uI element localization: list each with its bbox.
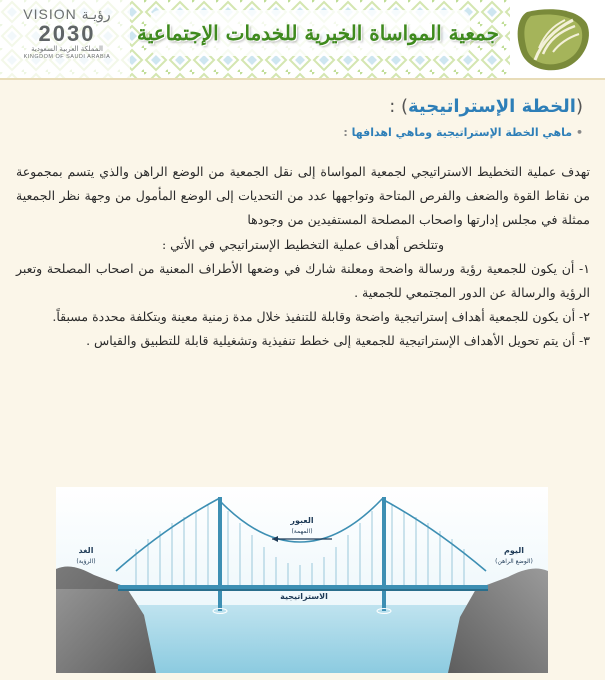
today-sub: (الوضع الراهن) [495, 558, 533, 565]
goal-2: ٢- أن يكون للجمعية أهداف إستراتيجية واضحة وقابلة للتنفيذ خلال مدة زمنية معينة وبتكلفة محددة مسبقاً. [52, 309, 590, 325]
body-text [16, 160, 590, 354]
organization-logo-icon [513, 4, 595, 76]
vision-year: 2030 [38, 21, 96, 46]
vision-kingdom-en: KINGDOM OF SAUDI ARABIA [23, 54, 111, 60]
left-tower [218, 497, 222, 611]
section-subtitle-text: ماهي الخطة الإستراتيجية وماهي اهدافها [351, 126, 573, 139]
tomorrow-sub: (الرؤية) [76, 558, 96, 565]
crossing-sub: (المهمة) [291, 528, 313, 535]
organization-name: جمعية المواساة الخيرية للخدمات الإجتماعية [136, 21, 499, 45]
section-title-text: الخطة الإستراتيجية [408, 96, 576, 117]
bridge-label: الاستراتيجية [280, 592, 328, 601]
header-banner [0, 0, 605, 78]
header-divider [0, 78, 605, 80]
crossing-label: العبور [290, 516, 314, 525]
vision-2030-logo [8, 6, 126, 72]
intro-paragraph: تهدف عملية التخطيط الاستراتيجي لجمعية المواساة إلى نقل الجمعية من الوضع الراهن والذي يتسم بمجموعة من نقاط القوة والضعف والفرص المتاحة وتواجهها عدد من التحديات إلى الوضع المأمول من وجهة نظر الجمعية ممثلة في مجلس إدارتها واصحاب المصلحة المستفيدين من وجودها [16, 164, 590, 228]
right-tower [382, 497, 386, 611]
vision-word: VISION [23, 6, 77, 22]
goals-lead: وتتلخص أهداف عملية التخطيط الإستراتيجي في الأتي : [161, 236, 445, 252]
goal-1: ١- أن يكون للجمعية رؤية ورسالة واضحة ومعلنة شارك في وضعها الأطراف المعنية من اصحاب المصلحة وتعبر الرؤية والرسالة عن الدور المجتمعي للجمعية . [16, 260, 590, 301]
tomorrow-label: الغد [78, 546, 94, 555]
today-label: اليوم [504, 546, 524, 555]
vision-kingdom-ar: المملكة العربية السعودية [31, 45, 103, 53]
vision-ar-word: رؤيـة [81, 6, 111, 22]
strategy-bridge-diagram [56, 487, 548, 673]
goal-3: ٣- أن يتم تحويل الأهداف الإستراتيجية للجمعية إلى خطط تنفيذية وتشغيلية قابلة للتطبيق والقياس . [86, 333, 590, 349]
section-title: (الخطة الإستراتيجية) : [389, 96, 583, 117]
bridge-deck [118, 585, 488, 589]
section-subtitle: • ماهي الخطة الإستراتيجية وماهي اهدافها : [343, 126, 583, 139]
